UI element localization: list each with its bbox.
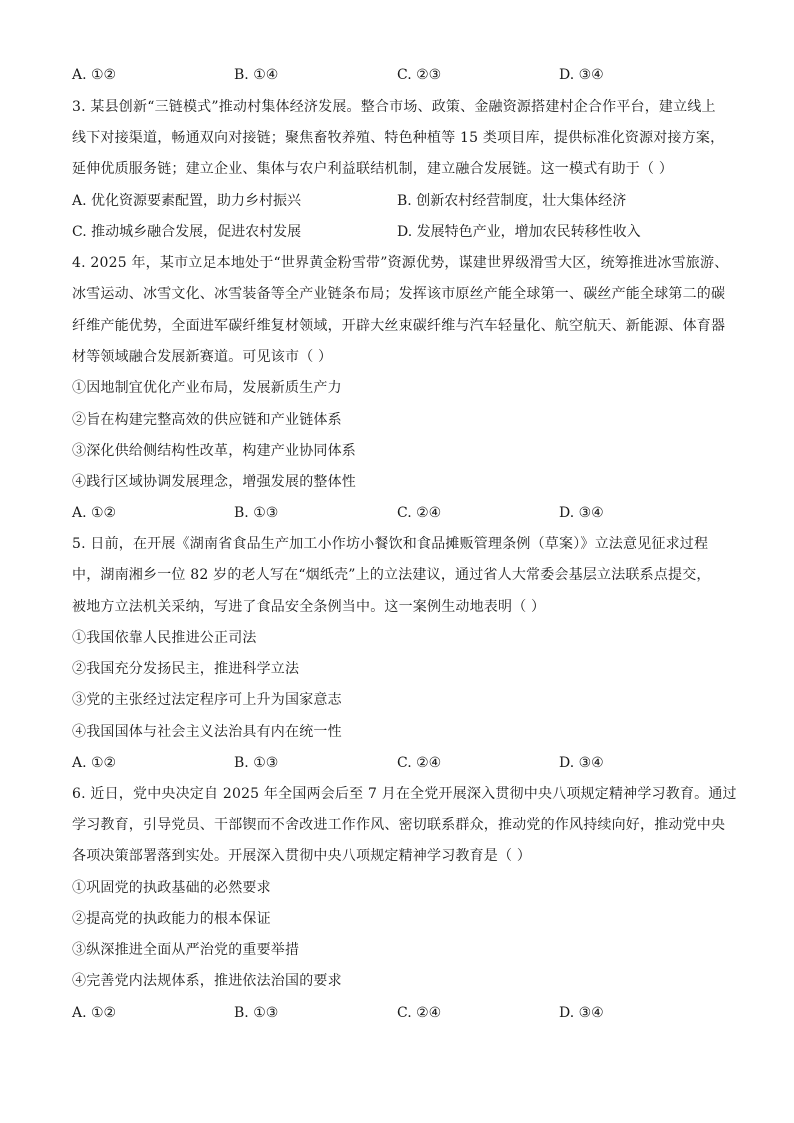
q2-option-d[interactable]: D. ③④ xyxy=(559,67,604,83)
q6-option-a[interactable]: A. ①② xyxy=(72,1005,117,1021)
q6-statement-1: ①巩固党的执政基础的必然要求 xyxy=(72,880,271,896)
q6-statement-2: ②提高党的执政能力的根本保证 xyxy=(72,911,271,927)
q4-statement-1: ①因地制宜优化产业布局，发展新质生产力 xyxy=(72,380,342,396)
q5-stem-line-2: 中，湖南湘乡一位 82 岁的老人写在“烟纸壳”上的立法建议，通过省人大常委会基层立法联系点提交， xyxy=(72,567,711,583)
q2-options xyxy=(72,65,732,85)
q5-option-d[interactable]: D. ③④ xyxy=(559,755,604,771)
q5-stem-line-3: 被地方立法机关采纳，写进了食品安全条例当中。这一案例生动地表明（ ） xyxy=(72,599,546,615)
q4-stem-line-2: 冰雪运动、冰雪文化、冰雪装备等全产业链条布局；发挥该市原丝产能全球第一、碳丝产能全球第二的碳 xyxy=(72,286,726,302)
q6-option-b[interactable]: B. ①③ xyxy=(234,1005,279,1021)
q6-stem-line-1: 6. 近日，党中央决定自 2025 年全国两会后至 7 月在全党开展深入贯彻中央八项规定精神学习教育。通过 xyxy=(72,786,737,802)
q6-option-c[interactable]: C. ②④ xyxy=(397,1005,442,1021)
q6-stem-line-3: 各项决策部署落到实处。开展深入贯彻中央八项规定精神学习教育是（ ） xyxy=(72,848,532,864)
q4-stem-line-4: 材等领域融合发展新赛道。可见该市（ ） xyxy=(72,349,333,365)
q4-statement-3: ③深化供给侧结构性改革，构建产业协同体系 xyxy=(72,443,356,459)
q5-option-b[interactable]: B. ①③ xyxy=(234,755,279,771)
q3-option-b[interactable]: B. 创新农村经营制度，壮大集体经济 xyxy=(397,193,627,209)
q4-options xyxy=(72,503,732,523)
q5-statement-1: ①我国依靠人民推进公正司法 xyxy=(72,630,257,646)
q4-option-b[interactable]: B. ①③ xyxy=(234,505,279,521)
q3-stem-line-3: 延伸优质服务链；建立企业、集体与农户利益联结机制，建立融合发展链。这一模式有助于（ ） xyxy=(72,161,674,177)
q5-option-c[interactable]: C. ②④ xyxy=(397,755,442,771)
q6-option-d[interactable]: D. ③④ xyxy=(559,1005,604,1021)
q3-option-d[interactable]: D. 发展特色产业，增加农民转移性收入 xyxy=(397,224,641,240)
q2-option-c[interactable]: C. ②③ xyxy=(397,67,442,83)
q4-statement-2: ②旨在构建完整高效的供应链和产业链体系 xyxy=(72,412,342,428)
q5-statement-3: ③党的主张经过法定程序可上升为国家意志 xyxy=(72,692,342,708)
q4-stem-line-1: 4. 2025 年，某市立足本地处于“世界黄金粉雪带”资源优势，谋建世界级滑雪大区，统筹推进冰雪旅游、 xyxy=(72,255,729,271)
q4-statement-4: ④践行区域协调发展理念，增强发展的整体性 xyxy=(72,474,356,490)
q6-statement-3: ③纵深推进全面从严治党的重要举措 xyxy=(72,942,300,958)
q3-option-c[interactable]: C. 推动城乡融合发展，促进农村发展 xyxy=(72,224,302,240)
q6-options xyxy=(72,1003,732,1023)
q3-options-row-2 xyxy=(72,222,732,242)
q4-stem-line-3: 纤维产能优势，全面进军碳纤维复材领域，开辟大丝束碳纤维与汽车轻量化、航空航天、新能源、体育器 xyxy=(72,318,726,334)
q4-option-d[interactable]: D. ③④ xyxy=(559,505,604,521)
q5-options xyxy=(72,753,732,773)
q5-stem-line-1: 5. 日前，在开展《湖南省食品生产加工小作坊小餐饮和食品摊贩管理条例（草案）》立法意见征求过程 xyxy=(72,536,709,552)
q2-option-a[interactable]: A. ①② xyxy=(72,67,117,83)
q5-option-a[interactable]: A. ①② xyxy=(72,755,117,771)
q4-option-c[interactable]: C. ②④ xyxy=(397,505,442,521)
q2-option-b[interactable]: B. ①④ xyxy=(234,67,279,83)
q6-statement-4: ④完善党内法规体系，推进依法治国的要求 xyxy=(72,973,342,989)
q5-statement-4: ④我国国体与社会主义法治具有内在统一性 xyxy=(72,724,342,740)
q6-stem-line-2: 学习教育，引导党员、干部锲而不舍改进工作作风、密切联系群众，推动党的作风持续向好，推动党中央 xyxy=(72,817,726,833)
q3-options-row-1 xyxy=(72,191,732,211)
q3-stem-line-1: 3. 某县创新“三链模式”推动村集体经济发展。整合市场、政策、金融资源搭建村企合作平台，建立线上 xyxy=(72,99,716,115)
q3-option-a[interactable]: A. 优化资源要素配置，助力乡村振兴 xyxy=(72,193,302,209)
q3-stem-line-2: 线下对接渠道，畅通双向对接链；聚焦畜牧养殖、特色种植等 15 类项目库，提供标准化资源对接方案， xyxy=(72,130,725,146)
q5-statement-2: ②我国充分发扬民主，推进科学立法 xyxy=(72,661,300,677)
q4-option-a[interactable]: A. ①② xyxy=(72,505,117,521)
